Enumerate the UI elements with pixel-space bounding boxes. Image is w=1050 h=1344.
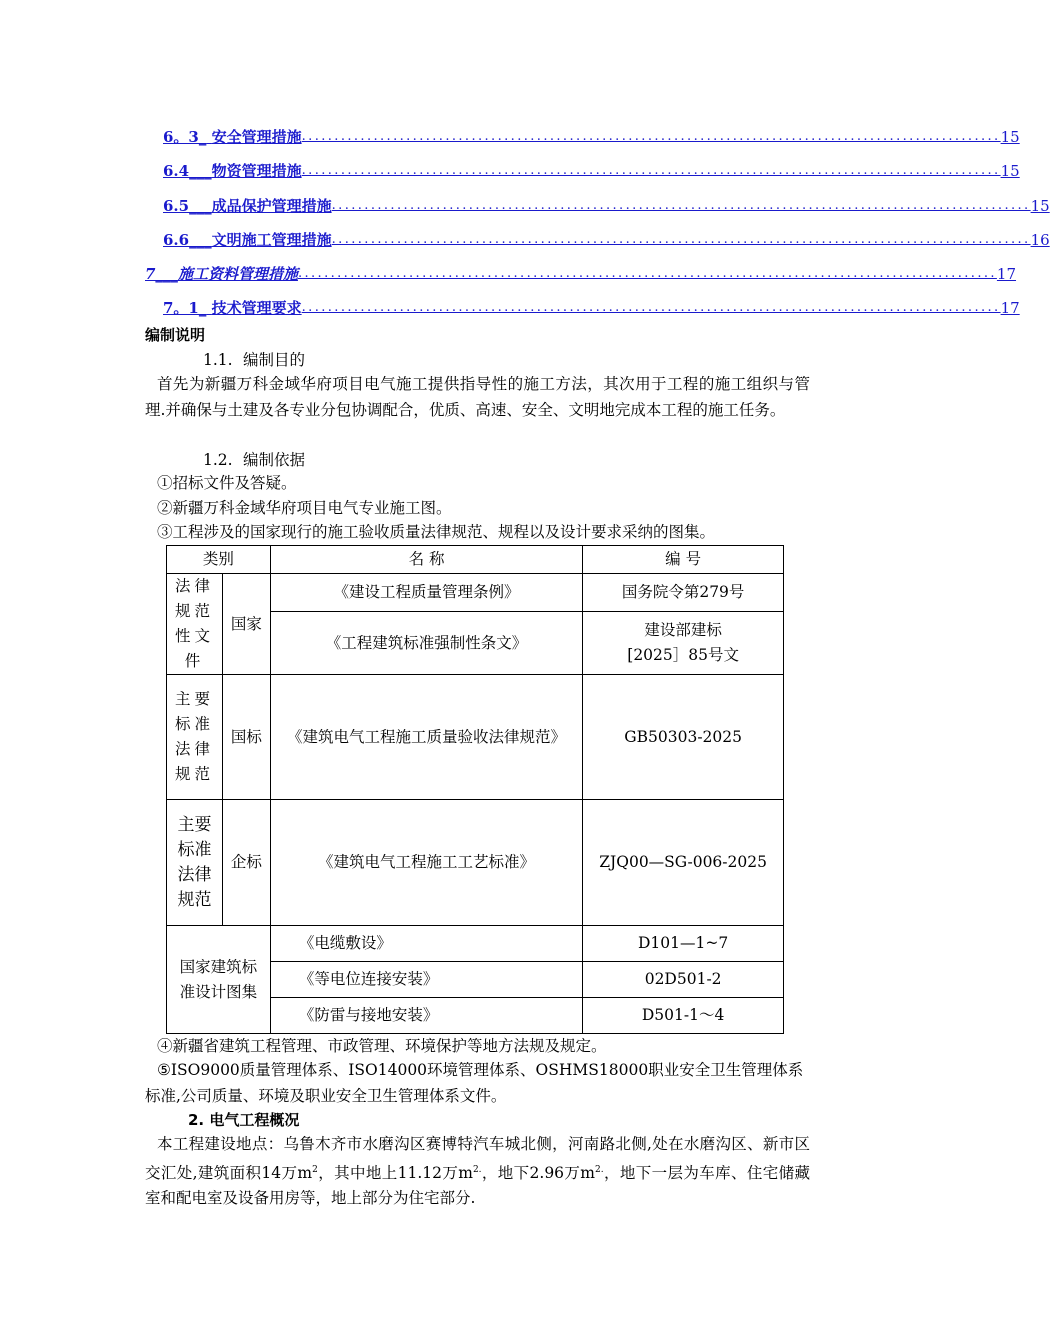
subcategory-cell: 国家 — [222, 574, 270, 675]
basis-item: ④新疆省建筑工程管理、市政管理、环境保护等地方法规及规定。 — [157, 1037, 607, 1055]
name-cell: 《等电位连接安装》 — [270, 962, 582, 998]
toc-entry[interactable] — [145, 265, 1017, 299]
name-cell: 《工程建筑标准强制性条文》 — [270, 612, 582, 675]
subsection-title: 编制依据 — [243, 451, 306, 469]
table-row — [167, 675, 784, 800]
code-line: [2025］85号文 — [627, 646, 739, 665]
code-cell: D101—1~7 — [583, 926, 784, 962]
standards-table — [166, 545, 784, 1034]
table-row — [167, 800, 784, 926]
table-of-contents — [145, 128, 1050, 334]
table-row — [167, 926, 784, 962]
toc-title: 物资管理措施 — [211, 162, 302, 181]
code-cell: ZJQ00—SG-006-2025 — [583, 800, 784, 926]
code-cell: 国务院令第279号 — [583, 574, 784, 612]
toc-entry[interactable] — [145, 162, 1020, 196]
overview-paragraph — [145, 1132, 810, 1212]
toc-entry[interactable] — [145, 230, 1050, 265]
header-name: 名 称 — [270, 546, 582, 574]
toc-page: 17 — [1000, 299, 1020, 318]
toc-num: 7___ — [145, 265, 178, 284]
toc-num: 6。3_ — [163, 128, 207, 146]
code-line: 建设部建标 — [644, 621, 722, 640]
name-cell: 《防雷与接地安装》 — [270, 998, 582, 1034]
superscript: 2. — [595, 1164, 604, 1175]
toc-leader: ........................................................................................................... — [301, 300, 1001, 316]
name-cell: 《建筑电气工程施工工艺标准》 — [270, 800, 582, 926]
toc-page: 15 — [1030, 196, 1050, 215]
toc-title: 安全管理措施 — [211, 128, 302, 146]
toc-leader: ........................................................................................................... — [301, 163, 1001, 179]
toc-title: 技术管理要求 — [211, 299, 302, 318]
toc-page: 17 — [996, 265, 1017, 284]
name-cell: 《建设工程质量管理条例》 — [270, 574, 582, 612]
name-cell: 《电缆敷设》 — [270, 926, 582, 962]
basis-item: ②新疆万科金域华府项目电气专业施工图。 — [157, 499, 452, 517]
category-cell: 主要标准法律规范 — [167, 800, 223, 926]
subsection-number: 1.1. — [203, 351, 233, 369]
table-header-row — [167, 546, 784, 574]
subsection-1-1 — [203, 348, 305, 370]
subcategory-cell: 企标 — [222, 800, 270, 926]
section-heading-overview: 2. 电气工程概况 — [188, 1111, 300, 1129]
toc-page: 15 — [1000, 128, 1020, 146]
overview-text: ，其中地上11.12万m — [317, 1163, 473, 1182]
toc-num: 7。1_ — [163, 299, 207, 318]
toc-num: 6.6___ — [163, 230, 212, 249]
category-cell: 主要标准法律规范 — [167, 675, 223, 800]
toc-title: 施工资料管理措施 — [177, 265, 298, 284]
superscript: 2. — [472, 1164, 482, 1175]
header-code: 编 号 — [583, 546, 784, 574]
toc-leader: ........................................................................................................... — [297, 266, 997, 282]
overview-text: ，地下2.96万m — [481, 1163, 595, 1182]
toc-page: 15 — [1000, 162, 1020, 181]
toc-num: 6.4___ — [163, 162, 212, 181]
code-cell: D501-1～4 — [583, 998, 784, 1034]
toc-title: 文明施工管理措施 — [211, 230, 332, 249]
table-row — [167, 574, 784, 612]
toc-leader: ........................................................................................................... — [301, 129, 1001, 144]
code-cell: GB50303-2025 — [583, 675, 784, 800]
subcategory-cell: 国标 — [222, 675, 270, 800]
toc-entry[interactable] — [145, 196, 1050, 231]
category-cell: 法律规范性文件 — [167, 574, 223, 675]
code-cell: 02D501-2 — [583, 962, 784, 998]
name-cell: 《建筑电气工程施工质量验收法律规范》 — [270, 675, 582, 800]
toc-title: 成品保护管理措施 — [211, 196, 332, 215]
purpose-paragraph: 首先为新疆万科金域华府项目电气施工提供指导性的施工方法，其次用于工程的施工组织与管理.并确保与土建及各专业分包协调配合，优质、高速、安全、文明地完成本工程的施工任务。 — [145, 375, 810, 419]
toc-leader: ........................................................................................................... — [331, 197, 1031, 213]
basis-item: ⑤ISO9000质量管理体系、ISO14000环境管理体系、OSHMS18000职业安全卫生管理体系标准,公司质量、环境及职业安全卫生管理体系文件。 — [145, 1061, 804, 1105]
toc-num: 6.5___ — [163, 196, 212, 215]
subsection-title: 编制目的 — [243, 351, 306, 369]
toc-leader: ........................................................................................................... — [331, 231, 1031, 247]
subsection-1-2 — [203, 448, 305, 470]
superscript: 2 — [312, 1164, 318, 1175]
code-cell — [583, 612, 784, 675]
overview-text: 本工程建设地点：乌鲁木齐市水磨沟区赛博特汽车城北侧，河南路北侧,处在水磨沟区、新市区交汇处,建筑面积14万m — [145, 1135, 810, 1182]
category-cell: 国家建筑标准设计图集 — [167, 926, 271, 1034]
basis-item: ③工程涉及的国家现行的施工验收质量法律规范、规程以及设计要求采纳的图集。 — [157, 523, 716, 541]
toc-page: 16 — [1030, 230, 1050, 249]
section-heading-intro: 编制说明 — [145, 326, 206, 344]
overview-text: ，地下一层为车库、住宅储藏室和配电室及设备用房等，地上部分为住宅部分. — [145, 1163, 810, 1208]
subsection-number: 1.2. — [203, 451, 233, 469]
toc-entry[interactable] — [145, 128, 1020, 162]
header-category: 类别 — [167, 546, 271, 574]
basis-item: ①招标文件及答疑。 — [157, 474, 297, 492]
